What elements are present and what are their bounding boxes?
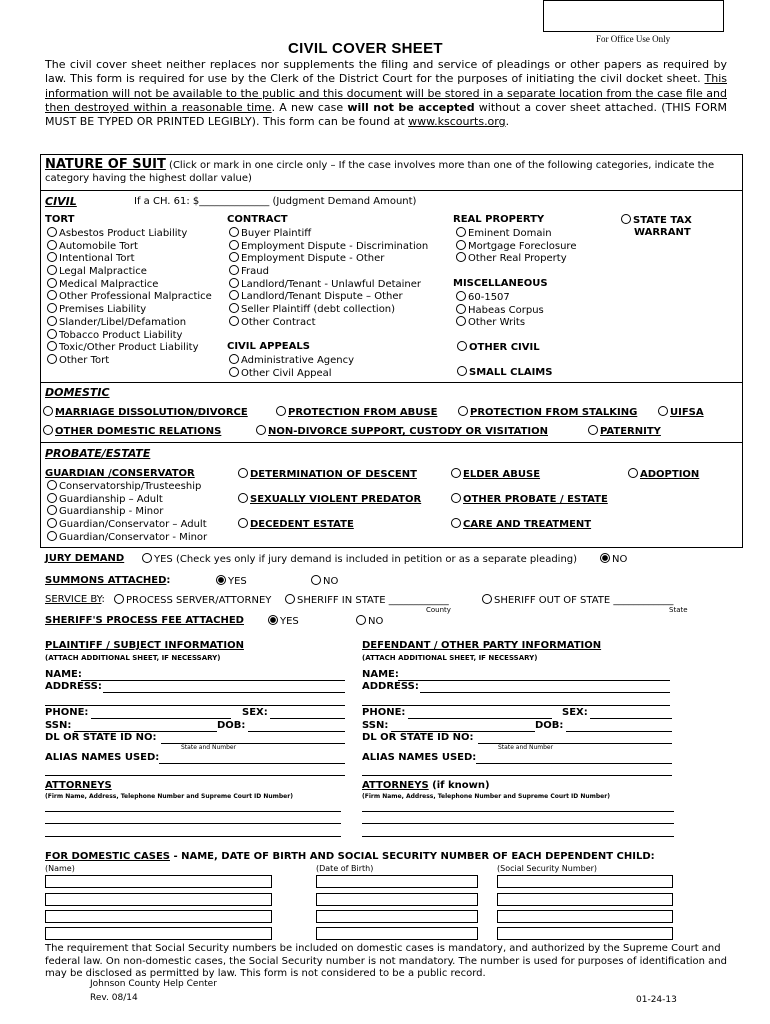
defendant-attorneys-sub: (Firm Name, Address, Telephone Number and Supreme Court ID Number): [362, 793, 610, 800]
radio-icon[interactable]: [47, 252, 57, 262]
ssn-notice: The requirement that Social Security numbers be included on domestic cases is mandatory, and authorized by the Supreme Court and federal law. On non-domestic cases, the Social Security number is not mandatory. The number is used for purposes of identification and may be disclosed as permitted by law. This form is not considered to be a public record.: [45, 943, 727, 979]
guardian-option[interactable]: Guardian/Conservator - Minor: [47, 531, 207, 544]
radio-selected-icon[interactable]: [268, 615, 278, 625]
radio-icon[interactable]: [47, 227, 57, 237]
process-server-option[interactable]: PROCESS SERVER/ATTORNEY: [114, 594, 271, 606]
intro-paragraph: The civil cover sheet neither replaces nor supplements the filing and service of pleadings or other papers as required by law. This form is required for use by the Clerk of the District Court for the purposes of initiating the civil docket sheet. This information will not be available to the public and this document will be stored in a separate location from the case file and then destroyed within a reasonable time. A new case will not be accepted without a cover sheet attached. (THIS FORM MUST BE TYPED OR PRINTED LEGIBLY). This form can be found at www.kscourts.org.: [45, 58, 727, 129]
probate-option[interactable]: DETERMINATION OF DESCENT: [238, 468, 417, 480]
radio-icon[interactable]: [229, 354, 239, 364]
defendant-alias-field-2[interactable]: [362, 775, 672, 776]
radio-icon[interactable]: [458, 406, 468, 416]
misc-option[interactable]: Other Writs: [456, 316, 544, 329]
radio-icon[interactable]: [47, 493, 57, 503]
sheriff-fee-label: SHERIFF'S PROCESS FEE ATTACHED: [45, 615, 244, 626]
fee-yes-option[interactable]: YES: [268, 615, 299, 627]
nature-of-suit-header: [45, 158, 735, 185]
plaintiff-attorneys-sub: (Firm Name, Address, Telephone Number and Supreme Court ID Number): [45, 793, 293, 800]
contract-option[interactable]: Employment Dispute - Discrimination: [229, 240, 428, 253]
tort-option[interactable]: Asbestos Product Liability: [47, 227, 212, 240]
defendant-dl-label: DL OR STATE ID NO:: [362, 732, 474, 743]
tort-list: [47, 227, 212, 367]
tort-option[interactable]: Toxic/Other Product Liability: [47, 341, 212, 354]
tort-option[interactable]: Medical Malpractice: [47, 278, 212, 291]
radio-icon[interactable]: [621, 214, 631, 224]
guardian-option[interactable]: Guardianship - Minor: [47, 505, 207, 518]
contract-option[interactable]: Landlord/Tenant Dispute – Other: [229, 290, 428, 303]
child-name-field[interactable]: [45, 910, 272, 923]
tort-option[interactable]: Automobile Tort: [47, 240, 212, 253]
contract-option[interactable]: Landlord/Tenant - Unlawful Detainer: [229, 278, 428, 291]
domestic-option[interactable]: NON-DIVORCE SUPPORT, CUSTODY OR VISITATION: [256, 425, 548, 437]
sheriff-out-state-option[interactable]: SHERIFF OUT OF STATE ____________: [482, 594, 673, 606]
plaintiff-attorney-field[interactable]: [45, 811, 341, 812]
radio-icon[interactable]: [238, 518, 248, 528]
state-tax-warrant-label: WARRANT: [634, 227, 691, 238]
child-dob-column-label: (Date of Birth): [316, 864, 374, 873]
radio-icon[interactable]: [229, 278, 239, 288]
defendant-sex-label: SEX:: [562, 707, 588, 718]
real-property-list: [456, 227, 576, 265]
child-ssn-column-label: (Social Security Number): [497, 864, 598, 873]
contract-option[interactable]: Seller Plaintiff (debt collection): [229, 303, 428, 316]
misc-option[interactable]: 60-1507: [456, 291, 544, 304]
radio-icon[interactable]: [229, 252, 239, 262]
radio-icon[interactable]: [451, 518, 461, 528]
defendant-state-number-label: State and Number: [498, 744, 554, 751]
defendant-phone-label: PHONE:: [362, 707, 406, 718]
radio-icon[interactable]: [229, 290, 239, 300]
civil-appeals-list: [229, 354, 354, 379]
summons-yes-option[interactable]: YES: [216, 575, 247, 587]
child-dob-field[interactable]: [316, 910, 478, 923]
radio-icon[interactable]: [451, 493, 461, 503]
probate-option[interactable]: ADOPTION: [628, 468, 699, 480]
plaintiff-attorneys-label: ATTORNEYS: [45, 780, 112, 791]
defendant-alias-label: ALIAS NAMES USED:: [362, 752, 477, 763]
radio-icon[interactable]: [238, 468, 248, 478]
domestic-option[interactable]: MARRIAGE DISSOLUTION/DIVORCE: [43, 406, 248, 418]
radio-icon[interactable]: [47, 505, 57, 515]
children-heading: FOR DOMESTIC CASES - NAME, DATE OF BIRTH AND SOCIAL SECURITY NUMBER OF EACH DEPENDENT CHILD:: [45, 851, 655, 862]
child-ssn-field[interactable]: [497, 910, 673, 923]
defendant-dob-field[interactable]: [566, 731, 672, 732]
defendant-name-field[interactable]: [398, 680, 670, 681]
child-ssn-field[interactable]: [497, 875, 673, 888]
radio-icon[interactable]: [229, 227, 239, 237]
fee-no-option[interactable]: NO: [356, 615, 383, 627]
radio-icon[interactable]: [43, 406, 53, 416]
probate-heading: PROBATE/ESTATE: [45, 447, 151, 460]
guardian-option[interactable]: Conservatorship/Trusteeship: [47, 480, 207, 493]
office-use-label: For Office Use Only: [596, 34, 671, 44]
jury-demand-label: JURY DEMAND: [45, 553, 125, 564]
radio-icon[interactable]: [114, 594, 124, 604]
summons-label: SUMMONS ATTACHED:: [45, 575, 171, 586]
radio-icon[interactable]: [47, 518, 57, 528]
plaintiff-attorney-field[interactable]: [45, 836, 341, 837]
radio-icon[interactable]: [456, 304, 466, 314]
tort-option[interactable]: Legal Malpractice: [47, 265, 212, 278]
defendant-attorney-field[interactable]: [362, 823, 674, 824]
probate-option[interactable]: OTHER PROBATE / ESTATE: [451, 493, 608, 505]
plaintiff-attorney-field[interactable]: [45, 823, 341, 824]
guardian-option[interactable]: Guardian/Conservator – Adult: [47, 518, 207, 531]
defendant-attorneys-label: ATTORNEYS (if known): [362, 780, 490, 791]
ch61-line: If a CH. 61: $______________ (Judgment Demand Amount): [134, 196, 417, 207]
guardian-list: [47, 480, 207, 543]
domestic-option[interactable]: OTHER DOMESTIC RELATIONS: [43, 425, 221, 437]
plaintiff-sex-label: SEX:: [242, 707, 268, 718]
contract-list: [229, 227, 428, 329]
radio-icon[interactable]: [457, 341, 467, 351]
defendant-subheading: (ATTACH ADDITIONAL SHEET, IF NECESSARY): [362, 654, 538, 662]
real-property-option[interactable]: Other Real Property: [456, 252, 576, 265]
radio-icon[interactable]: [229, 240, 239, 250]
plaintiff-subheading: (ATTACH ADDITIONAL SHEET, IF NECESSARY): [45, 654, 221, 662]
defendant-heading: DEFENDANT / OTHER PARTY INFORMATION: [362, 640, 602, 651]
radio-icon[interactable]: [456, 252, 466, 262]
defendant-alias-field[interactable]: [476, 763, 672, 764]
civil-appeals-heading: CIVIL APPEALS: [227, 341, 310, 352]
child-ssn-field[interactable]: [497, 893, 673, 906]
radio-icon[interactable]: [588, 425, 598, 435]
radio-icon[interactable]: [47, 531, 57, 541]
page-title: CIVIL COVER SHEET: [288, 40, 443, 57]
appeal-option[interactable]: Administrative Agency: [229, 354, 354, 367]
guardian-heading: GUARDIAN /CONSERVATOR: [45, 468, 195, 479]
real-property-heading: REAL PROPERTY: [453, 214, 545, 225]
defendant-attorney-field[interactable]: [362, 836, 674, 837]
radio-icon[interactable]: [456, 227, 466, 237]
tort-option[interactable]: Intentional Tort: [47, 252, 212, 265]
radio-icon[interactable]: [229, 316, 239, 326]
divider: [40, 442, 743, 443]
child-name-field[interactable]: [45, 875, 272, 888]
plaintiff-address-field-2[interactable]: [45, 705, 345, 706]
jury-yes-option[interactable]: YES (Check yes only if jury demand is included in petition or as a separate pleading): [142, 553, 577, 565]
child-name-field[interactable]: [45, 927, 272, 940]
plaintiff-dob-field[interactable]: [248, 731, 345, 732]
plaintiff-heading: PLAINTIFF / SUBJECT INFORMATION: [45, 640, 244, 651]
radio-icon[interactable]: [47, 290, 57, 300]
defendant-sex-field[interactable]: [590, 718, 672, 719]
county-label: County: [426, 606, 451, 614]
radio-icon[interactable]: [142, 553, 152, 563]
probate-option[interactable]: ELDER ABUSE: [451, 468, 540, 480]
plaintiff-name-field[interactable]: [81, 680, 345, 681]
child-ssn-field[interactable]: [497, 927, 673, 940]
contract-heading: CONTRACT: [227, 214, 288, 225]
civil-heading: CIVIL: [45, 195, 77, 208]
radio-icon[interactable]: [47, 316, 57, 326]
radio-selected-icon[interactable]: [216, 575, 226, 585]
plaintiff-address-field[interactable]: [103, 692, 345, 693]
radio-icon[interactable]: [229, 367, 239, 377]
domestic-option[interactable]: PATERNITY: [588, 425, 661, 437]
nature-of-suit-heading: NATURE OF SUIT: [45, 157, 166, 172]
plaintiff-dob-label: DOB:: [217, 720, 246, 731]
defendant-dob-label: DOB:: [535, 720, 564, 731]
help-center-label: Johnson County Help Center: [90, 979, 217, 989]
radio-icon[interactable]: [451, 468, 461, 478]
real-property-option[interactable]: Eminent Domain: [456, 227, 576, 240]
plaintiff-state-number-label: State and Number: [181, 744, 237, 751]
office-use-box: [543, 0, 724, 32]
defendant-ssn-label: SSN:: [362, 720, 389, 731]
contract-option[interactable]: Other Contract: [229, 316, 428, 329]
probate-option[interactable]: CARE AND TREATMENT: [451, 518, 591, 530]
child-dob-field[interactable]: [316, 927, 478, 940]
divider: [40, 190, 743, 191]
radio-icon[interactable]: [658, 406, 668, 416]
summons-no-option[interactable]: NO: [311, 575, 338, 587]
guardian-option[interactable]: Guardianship – Adult: [47, 493, 207, 506]
plaintiff-phone-label: PHONE:: [45, 707, 89, 718]
tort-option[interactable]: Other Tort: [47, 354, 212, 367]
radio-icon[interactable]: [47, 240, 57, 250]
state-tax-option[interactable]: STATE TAX: [621, 214, 692, 226]
state-label: State: [669, 606, 688, 614]
real-property-option[interactable]: Mortgage Foreclosure: [456, 240, 576, 253]
sheriff-in-state-option[interactable]: SHERIFF IN STATE ____________: [285, 594, 449, 606]
plaintiff-address-label: ADDRESS:: [45, 681, 102, 692]
plaintiff-sex-field[interactable]: [270, 718, 345, 719]
domestic-option[interactable]: PROTECTION FROM ABUSE: [276, 406, 437, 418]
radio-icon[interactable]: [276, 406, 286, 416]
radio-icon[interactable]: [229, 265, 239, 275]
radio-icon[interactable]: [47, 278, 57, 288]
service-by-label: SERVICE BY:: [45, 594, 105, 605]
child-name-field[interactable]: [45, 893, 272, 906]
radio-icon[interactable]: [628, 468, 638, 478]
radio-icon[interactable]: [47, 341, 57, 351]
radio-icon[interactable]: [456, 316, 466, 326]
radio-icon[interactable]: [256, 425, 266, 435]
tort-option[interactable]: Other Professional Malpractice: [47, 290, 212, 303]
child-name-column-label: (Name): [45, 864, 75, 873]
plaintiff-alias-field[interactable]: [159, 763, 345, 764]
jury-no-option[interactable]: NO: [600, 553, 627, 565]
plaintiff-alias-field-2[interactable]: [45, 775, 345, 776]
tort-option[interactable]: Tobacco Product Liability: [47, 329, 212, 342]
radio-icon[interactable]: [356, 615, 366, 625]
probate-option[interactable]: SEXUALLY VIOLENT PREDATOR: [238, 493, 421, 505]
defendant-attorney-field[interactable]: [362, 811, 674, 812]
defendant-address-label: ADDRESS:: [362, 681, 419, 692]
child-dob-field[interactable]: [316, 893, 478, 906]
radio-icon[interactable]: [47, 303, 57, 313]
radio-icon[interactable]: [238, 493, 248, 503]
defendant-address-field[interactable]: [420, 692, 670, 693]
radio-icon[interactable]: [229, 303, 239, 313]
child-dob-field[interactable]: [316, 875, 478, 888]
radio-icon[interactable]: [457, 366, 467, 376]
radio-icon[interactable]: [47, 354, 57, 364]
radio-icon[interactable]: [43, 425, 53, 435]
probate-option[interactable]: DECEDENT ESTATE: [238, 518, 354, 530]
other-civil-option[interactable]: OTHER CIVIL: [457, 341, 540, 353]
domestic-option[interactable]: UIFSA: [658, 406, 704, 418]
radio-selected-icon[interactable]: [600, 553, 610, 563]
radio-icon[interactable]: [285, 594, 295, 604]
radio-icon[interactable]: [311, 575, 321, 585]
defendant-name-label: NAME:: [362, 669, 399, 680]
defendant-address-field-2[interactable]: [362, 705, 670, 706]
plaintiff-phone-field[interactable]: [91, 718, 231, 719]
plaintiff-alias-label: ALIAS NAMES USED:: [45, 752, 160, 763]
radio-icon[interactable]: [456, 240, 466, 250]
radio-icon[interactable]: [456, 291, 466, 301]
divider: [40, 382, 743, 383]
revision-label: Rev. 08/14: [90, 993, 138, 1003]
plaintiff-ssn-label: SSN:: [45, 720, 72, 731]
defendant-phone-field[interactable]: [408, 718, 552, 719]
radio-icon[interactable]: [47, 329, 57, 339]
misc-heading: MISCELLANEOUS: [453, 278, 548, 289]
radio-icon[interactable]: [482, 594, 492, 604]
tort-option[interactable]: Slander/Libel/Defamation: [47, 316, 212, 329]
appeal-option[interactable]: Other Civil Appeal: [229, 367, 354, 380]
domestic-heading: DOMESTIC: [45, 386, 110, 399]
plaintiff-name-label: NAME:: [45, 669, 82, 680]
domestic-option[interactable]: PROTECTION FROM STALKING: [458, 406, 637, 418]
contract-option[interactable]: Employment Dispute - Other: [229, 252, 428, 265]
misc-option[interactable]: Habeas Corpus: [456, 304, 544, 317]
form-date-label: 01-24-13: [636, 995, 677, 1005]
nature-of-suit-instruction: (Click or mark in one circle only – If the case involves more than one of the following categories, indicate the category having the highest dollar value): [45, 160, 715, 184]
plaintiff-dl-label: DL OR STATE ID NO:: [45, 732, 157, 743]
small-claims-option[interactable]: SMALL CLAIMS: [457, 366, 552, 378]
tort-option[interactable]: Premises Liability: [47, 303, 212, 316]
contract-option[interactable]: Fraud: [229, 265, 428, 278]
radio-icon[interactable]: [47, 480, 57, 490]
radio-icon[interactable]: [47, 265, 57, 275]
misc-list: [456, 291, 544, 329]
contract-option[interactable]: Buyer Plaintiff: [229, 227, 428, 240]
tort-heading: TORT: [45, 214, 75, 225]
